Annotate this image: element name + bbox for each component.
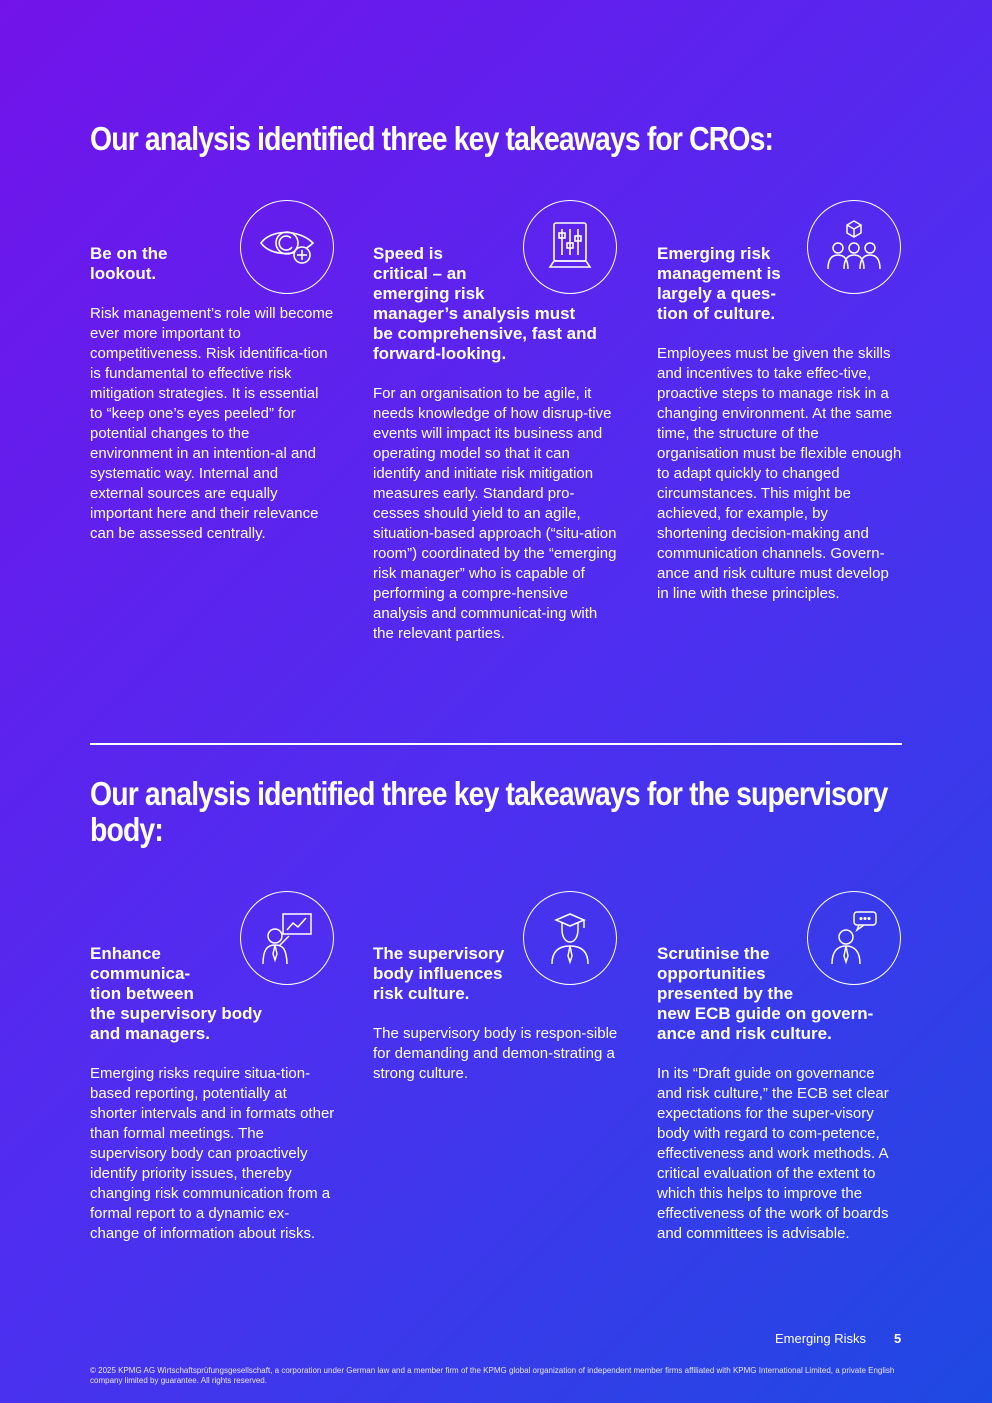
takeaway-body: Emerging risks require situa-tion-based reporting, potentially at shorter intervals and in formats other than formal meetings. The supervisory body can proactively identify priority issues, thereby changing risk communication from a formal report to a dynamic ex-change of information about risks. [90, 1065, 335, 1242]
takeaway-title: Enhance communica- tion between the supervisory body and managers. [90, 944, 262, 1043]
takeaway-title: The supervisory body influences risk culture. [373, 944, 505, 1003]
takeaway-body: The supervisory body is respon-sible for demanding and demon-strating a strong culture. [373, 1025, 618, 1082]
takeaway-title: Speed is critical – an emerging risk manager’s analysis must be comprehensive, fast and forward-looking. [373, 244, 597, 363]
takeaway-body: In its “Draft guide on governance and risk culture,” the ECB set clear expectations for the super-visory body with regard to com-petence, effectiveness and work methods. A critical evaluation of the extent to which this helps to improve the effectiveness of the work of boards and committees is advisable. [657, 1065, 889, 1242]
takeaway-body: For an organisation to be agile, it needs knowledge of how disrup-tive events will impact its business and operating model so that it can identify and initiate risk mitigation measures early. Standard pro-cesses should yield to an agile, situation-based approach (“situ-ation room”) coordinated by the “emerging risk manager” who is capable of performing a compre-hensive analysis and communicat-ing with the relevant parties. [373, 385, 617, 642]
section-title-cros: Our analysis identified three key takeaways for CROs: [90, 120, 774, 157]
takeaway-culture [657, 244, 902, 604]
publication-name: Emerging Risks [775, 1331, 867, 1346]
takeaway-title: Scrutinise the opportunities presented by the new ECB guide on govern- ance and risk culture. [657, 944, 874, 1043]
takeaway-enhance-communication [90, 944, 335, 1244]
section-divider [90, 743, 902, 745]
takeaway-influences-culture [373, 944, 618, 1084]
section-title-supervisory: Our analysis identified three key takeaways for the supervisory body: [90, 775, 888, 848]
takeaway-title: Emerging risk management is largely a ques- tion of culture. [657, 244, 781, 323]
page-number: 5 [894, 1331, 902, 1346]
takeaway-be-on-lookout [90, 244, 335, 544]
takeaway-ecb-guide [657, 944, 902, 1244]
takeaway-body: Employees must be given the skills and incentives to take effec-tive, proactive steps to manage risk in a changing environment. At the same time, the structure of the organisation must be flexible enough to adapt quickly to changed circumstances. This might be achieved, for example, by shortening decision-making and communication channels. Govern-ance and risk culture must develop in line with these principles. [657, 345, 902, 602]
takeaway-body: Risk management’s role will become ever more important to competitiveness. Risk identifica-tion is fundamental to effective risk mitigation strategies. It is essential to “keep one’s eyes peeled” for potential changes to the environment in an intention-al and systematic way. Internal and external sources are equally important here and their relevance can be assessed centrally. [90, 305, 334, 542]
takeaway-speed-critical [373, 244, 618, 644]
takeaway-title: Be on the lookout. [90, 244, 168, 283]
legal-notice: © 2025 KPMG AG Wirtschaftsprüfungsgesellschaft, a corporation under German law and a member firm of the KPMG global organization of independent member firms affiliated with KPMG International Limited, a private English company limited by guarantee. All rights reserved. [90, 1366, 895, 1385]
